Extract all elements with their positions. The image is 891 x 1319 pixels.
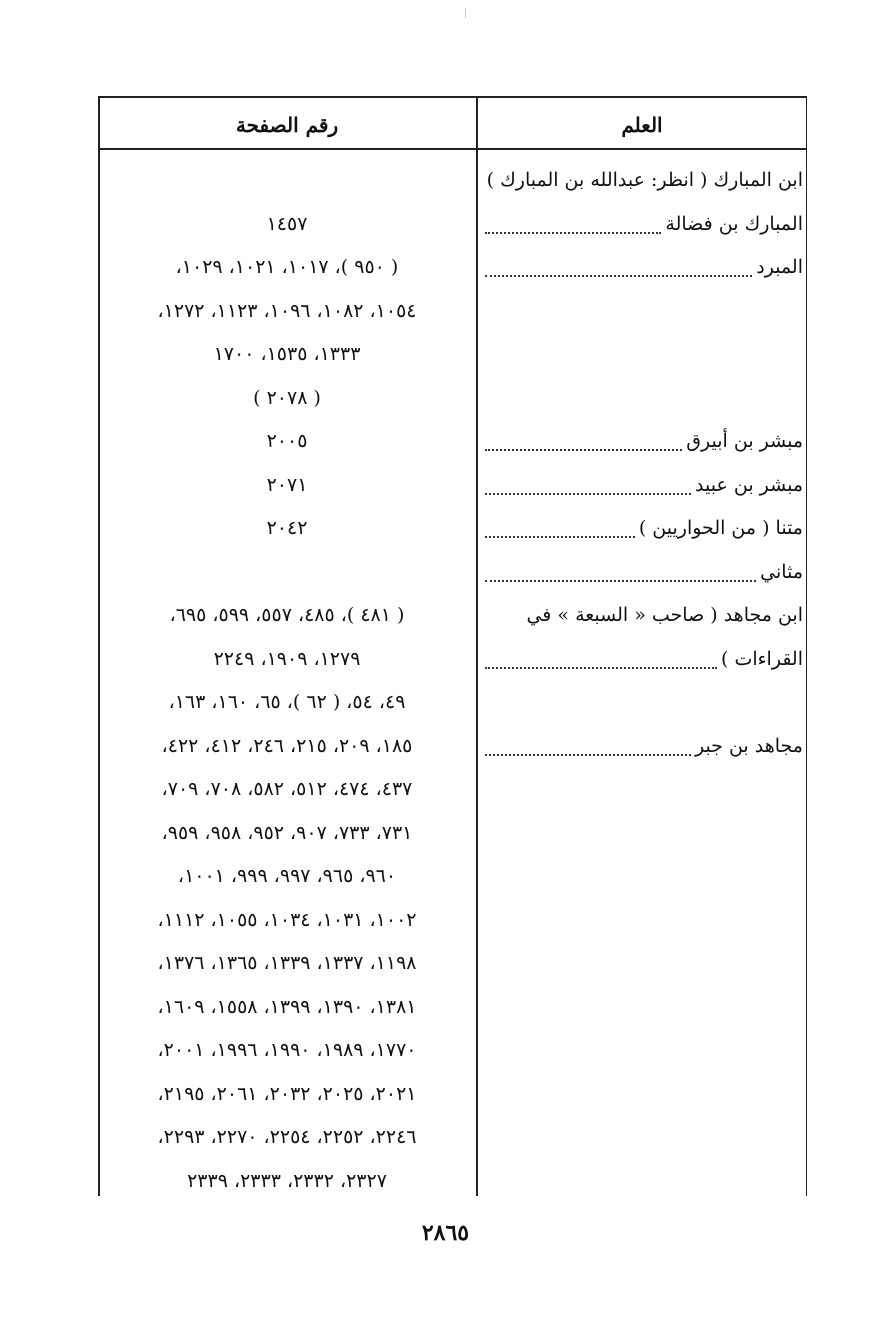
- index-table: [98, 96, 807, 1196]
- page-numbers-line: ٤٩، ٥٤، ( ٦٢ )، ٦٥، ١٦٠، ١٦٣،: [168, 691, 406, 713]
- page-numbers-line: ١٧٧٠، ١٩٨٩، ١٩٩٠، ١٩٩٦، ٢٠٠١،: [157, 1039, 417, 1061]
- leader-dots: [485, 275, 752, 277]
- page-numbers-line: ٢٣٢٧، ٢٣٣٢، ٢٣٣٣، ٢٣٣٩: [187, 1169, 387, 1192]
- name-entry: [483, 465, 803, 505]
- page-numbers-line: ٩٦٠، ٩٦٥، ٩٩٧، ٩٩٩، ١٠٠١،: [177, 865, 397, 887]
- page-numbers-line: ٢٠٤٢: [266, 517, 308, 539]
- leader-dots: [485, 536, 635, 538]
- name-entry-text: متنا ( من الحواريين ): [638, 517, 803, 539]
- leader-dots: [485, 667, 717, 669]
- page-numbers-line: ١١٩٨، ١٣٣٧، ١٣٣٩، ١٣٦٥، ١٣٧٦،: [157, 952, 417, 974]
- name-entry: [483, 726, 803, 766]
- page-numbers-line: ٢٠٧١: [266, 473, 308, 496]
- page-numbers-line: ١٣٣٣، ١٥٣٥، ١٧٠٠: [213, 343, 361, 365]
- name-entry-text: مثاني: [760, 560, 803, 583]
- page-numbers-line: ١٨٥، ٢٠٩، ٢١٥، ٢٤٦، ٤١٢، ٤٢٢،: [161, 734, 413, 757]
- name-entry-text: المبارك بن فضالة: [665, 212, 803, 235]
- name-entry-text: مبشر بن عبيد: [695, 473, 803, 496]
- page-numbers-line: ١٤٥٧: [266, 212, 308, 235]
- page-numbers-line: ٢٠٠٥: [266, 430, 308, 452]
- name-entry-text: مجاهد بن جبر: [694, 734, 803, 757]
- page-numbers-line: ٧٣١، ٧٣٣، ٩٠٧، ٩٥٢، ٩٥٨، ٩٥٩،: [161, 821, 413, 844]
- name-entry-text: مبشر بن أبيرق: [686, 430, 803, 452]
- header-page-column: رقم الصفحة: [235, 113, 339, 137]
- header-name-column: العلم: [621, 113, 663, 137]
- column-divider: [476, 96, 478, 1196]
- page-numbers-line: ( ٤٨١ )، ٤٨٥، ٥٥٧، ٥٩٩، ٦٩٥،: [169, 604, 405, 626]
- page-numbers-line: ١٢٧٩، ١٩٠٩، ٢٢٤٩: [213, 647, 361, 670]
- page-numbers-line: ١٣٨١، ١٣٩٠، ١٣٩٩، ١٥٥٨، ١٦٠٩،: [157, 995, 417, 1018]
- name-entry: [483, 508, 803, 548]
- page-numbers-line: ( ٢٠٧٨ ): [253, 386, 321, 409]
- leader-dots: [485, 754, 691, 756]
- name-entry-text: ابن مجاهد ( صاحب « السبعة » في: [526, 604, 803, 626]
- leader-dots: [485, 232, 661, 234]
- leader-dots: [485, 580, 756, 582]
- page-number: ٢٨٦٥: [421, 1220, 470, 1246]
- page-numbers-line: [98, 160, 476, 200]
- page-numbers-line: ٢٠٢١، ٢٠٢٥، ٢٠٣٢، ٢٠٦١، ٢١٩٥،: [157, 1082, 417, 1105]
- page-numbers-line: ١٠٥٤، ١٠٨٢، ١٠٩٦، ١١٢٣، ١٢٧٢،: [157, 299, 417, 322]
- page-numbers-line: ٢٢٤٦، ٢٢٥٢، ٢٢٥٤، ٢٢٧٠، ٢٢٩٣،: [157, 1126, 417, 1148]
- page-numbers-line: ٤٣٧، ٤٧٤، ٥١٢، ٥٨٢، ٧٠٨، ٧٠٩،: [161, 778, 413, 800]
- name-entry: [483, 639, 803, 679]
- name-entry: [483, 247, 803, 287]
- scan-mark: [465, 8, 466, 18]
- name-entry-text: ابن المبارك ( انظر: عبدالله بن المبارك ): [486, 169, 803, 191]
- name-entry-text: المبرد: [756, 256, 803, 278]
- name-entry: [483, 204, 803, 244]
- table-border-right: [806, 96, 808, 1196]
- name-entry: [483, 421, 803, 461]
- page-numbers-line: ( ٩٥٠ )، ١٠١٧، ١٠٢١، ١٠٢٩،: [175, 256, 399, 278]
- name-entry: [483, 160, 803, 200]
- name-entry: [483, 595, 803, 635]
- leader-dots: [485, 493, 691, 495]
- name-entry-text: القراءات ): [721, 647, 803, 670]
- name-entry: [483, 552, 803, 592]
- page-numbers-line: ١٠٠٢، ١٠٣١، ١٠٣٤، ١٠٥٥، ١١١٢،: [157, 908, 417, 931]
- header-divider: [98, 148, 807, 150]
- leader-dots: [485, 449, 682, 451]
